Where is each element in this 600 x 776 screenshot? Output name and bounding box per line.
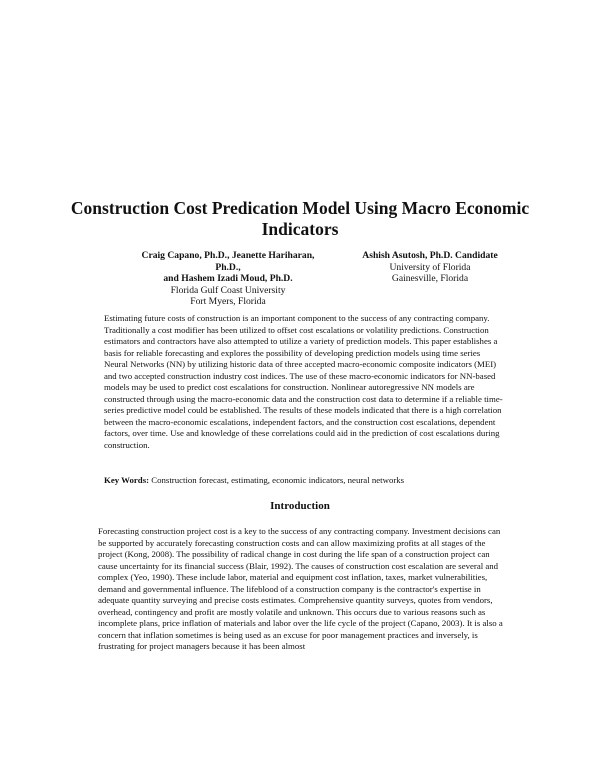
keywords-text: Construction forecast, estimating, economic indicators, neural networks	[151, 475, 405, 485]
abstract-paragraph: Estimating future costs of construction is an important component to the success of any contracting company. Traditionally a cost modifier has been utilized to offset cost escalations or volatility predictions. Construction estimators and contractors have also attempted to utilize a variety of prediction models. This paper establishes a basis for reliable forecasting and explores the possibility of developing prediction models using time series Neural Networks (NN) by utilizing historic data of three accepted macro-economic composite indicators (MEI) and two accepted construction industry cost indices. The use of these macro-economic indicators for NN-based models may be used to predict cost escalations for construction. Nonlinear autoregressive NN models are constructed through using the macro-economic data and the construction cost data to determine if a reliable time-series predictive model could be established. The results of these models indicated that there is a high correlation between the macro-economic escalations, independent factors, and the construction cost escalations, dependent factors, over time. Use and knowledge of these correlations could aid in the prediction of cost escalations during construction.	[104, 313, 503, 450]
author-affiliation-left: Florida Gulf Coast University	[170, 284, 286, 296]
section-heading-introduction: Introduction	[270, 500, 330, 512]
author-block-left	[128, 250, 328, 308]
author-names-line-1: Craig Capano, Ph.D., Jeanette Hariharan, Ph.D.,	[141, 250, 315, 273]
author-name-right: Ashish Asutosh, Ph.D. Candidate	[362, 250, 498, 261]
author-names-line-2: and Hashem Izadi Moud, Ph.D.	[163, 273, 293, 285]
keywords-label: Key Words:	[104, 475, 150, 485]
introduction-paragraph: Forecasting construction project cost is a key to the success of any contracting company. Investment decisions can be supported by accurately forecasting construction costs and can allow maximizing profits at all stages of the project (Kong, 2008). The possibility of radical change in cost during the life span of a construction project can cause uncertainty for its financial success (Blair, 1992). The causes of construction cost escalation are several and complex (Yeo, 1990). These include labor, material and equipment cost inflation, taxes, market vulnerabilities, demand and governmental influence. The lifeblood of a construction company is the contractor's expertise in adequate quantity surveying and precise costs estimates. Comprehensive quantity surveys, quotes from vendors, overhead, contingency and profit are mostly volatile and unknown. This occurs due to various reasons such as incomplete plans, price inflation of materials and labor over the life cycle of the project (Capano, 2003). It is also a concern that inflation sometimes is being used as an excuse for poor management practices and inversely, is frustrating for project managers because it has been almost	[98, 526, 503, 651]
author-location-left: Fort Myers, Florida	[190, 296, 266, 308]
paper-title: Construction Cost Predication Model Using Macro Economic Indicators	[70, 198, 530, 239]
author-block-right	[345, 250, 515, 285]
keywords-line	[104, 475, 504, 487]
author-affiliation-right: University of Florida	[389, 261, 471, 273]
author-location-right: Gainesville, Florida	[391, 273, 469, 285]
